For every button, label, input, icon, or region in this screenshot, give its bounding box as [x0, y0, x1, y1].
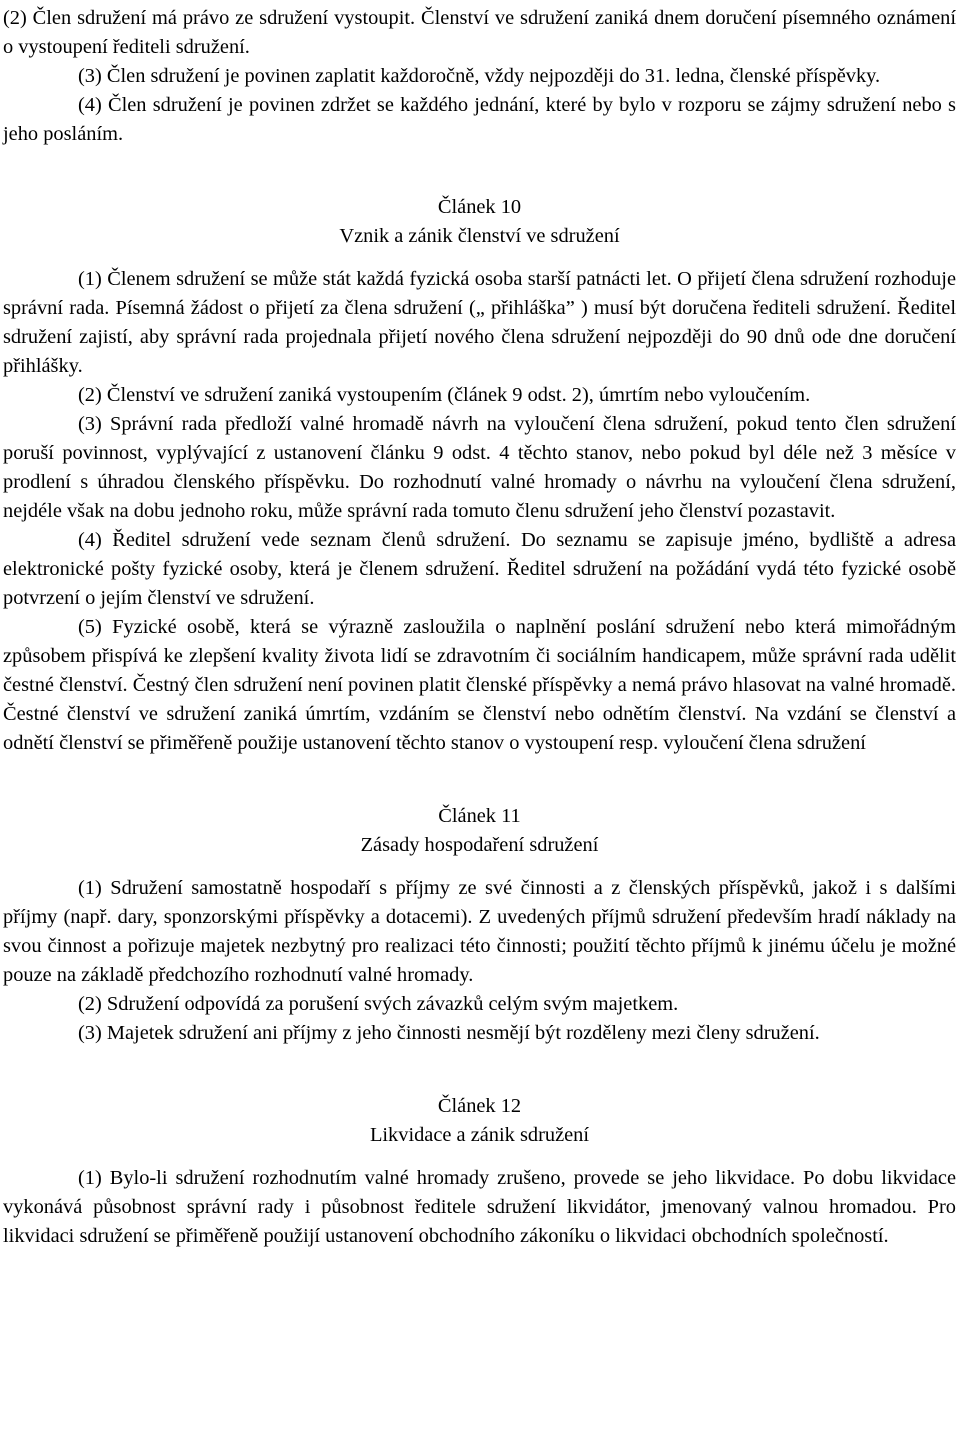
intro-paragraph-2: (2) Člen sdružení má právo ze sdružení vystoupit. Členství ve sdružení zaniká dnem doručení písemného oznámení o vystoupení řediteli sdružení.: [3, 7, 956, 58]
intro-paragraph-4: (4) Člen sdružení je povinen zdržet se každého jednání, které by bylo v rozporu se zájmy sdružení nebo s jeho posláním.: [3, 94, 956, 145]
article-11-paragraph-2: (2) Sdružení odpovídá za porušení svých závazků celým svým majetkem.: [78, 993, 679, 1015]
article-11-title: Zásady hospodaření sdružení: [360, 834, 599, 856]
article-12-paragraph-1: (1) Bylo-li sdružení rozhodnutím valné hromady zrušeno, provede se jeho likvidace. Po dobu likvidace vykonává působnost správní rady i působnost ředitele sdružení likvidátor, jmenovaný valnou hromadou. Pro likvidaci sdružení se přiměřeně použijí ustanovení obchodního zákoníku o likvidaci obchodních společností.: [3, 1167, 956, 1247]
article-11-paragraph-1: (1) Sdružení samostatně hospodaří s příjmy ze své činnosti a z členských příspěvků, jakož i s dalšími příjmy (např. dary, sponzorskými příspěvky a dotacemi). Z uvedených příjmů sdružení především hradí náklady na svou činnost a pořizuje majetek nezbytný pro realizaci této činnosti; použití těchto příjmů k jinému účelu je možné pouze na základě předchozího rozhodnutí valné hromady.: [3, 877, 956, 986]
article-11: [3, 802, 956, 1048]
article-10: [3, 193, 956, 758]
article-10-paragraph-1: (1) Členem sdružení se může stát každá fyzická osoba starší patnácti let. O přijetí člena sdružení rozhoduje správní rada. Písemná žádost o přijetí za člena sdružení („ přihláška” ) musí být doručena řediteli sdružení. Ředitel sdružení zajistí, aby správní rada projednala přijetí nového člena sdružení nejpozději do 90 dnů ode dne doručení přihlášky.: [3, 268, 956, 377]
article-10-title: Vznik a zánik členství ve sdružení: [339, 225, 620, 247]
document-page: [3, 4, 956, 1251]
article-11-number: Článek 11: [438, 805, 521, 827]
article-10-paragraph-4: (4) Ředitel sdružení vede seznam členů sdružení. Do seznamu se zapisuje jméno, bydliště a adresa elektronické pošty fyzické osoby, která je členem sdružení. Ředitel sdružení na požádání vydá této fyzické osobě potvrzení o jejím členství ve sdružení.: [3, 529, 956, 609]
article-12-number: Článek 12: [437, 1095, 522, 1117]
article-10-paragraph-2: (2) Členství ve sdružení zaniká vystoupením (článek 9 odst. 2), úmrtím nebo vyloučením.: [78, 384, 811, 406]
article-10-paragraph-5: (5) Fyzické osobě, která se výrazně zasloužila o naplnění poslání sdružení nebo která mimořádným způsobem přispívá ke zlepšení kvality života lidí se zdravotním či sociálním handicapem, může správní rada udělit čestné členství. Čestný člen sdružení není povinen platit členské příspěvky a nemá právo hlasovat na valné hromadě. Čestné členství ve sdružení zaniká úmrtím, vzdáním se členství nebo odnětím členství. Na vzdání se členství a odnětí členství se přiměřeně použije ustanovení těchto stanov o vystoupení resp. vyloučení člena sdružení: [3, 616, 956, 754]
article-10-paragraph-3: (3) Správní rada předloží valné hromadě návrh na vyloučení člena sdružení, pokud tento člen sdružení poruší povinnost, vyplývající z ustanovení článku 9 odst. 4 těchto stanov, nebo pokud byl déle než 3 měsíce v prodlení s úhradou členského příspěvku. Do rozhodnutí valné hromady o návrhu na vyloučení člena sdružení, nejdéle však na dobu jednoho roku, může správní rada tomuto členu sdružení jeho členství pozastavit.: [3, 413, 956, 522]
article-10-number: Článek 10: [437, 196, 522, 218]
intro-paragraph-3: (3) Člen sdružení je povinen zaplatit každoročně, vždy nejpozději do 31. ledna, členské příspěvky.: [78, 65, 881, 87]
article-11-paragraph-3: (3) Majetek sdružení ani příjmy z jeho činnosti nesmějí být rozděleny mezi členy sdružení.: [78, 1022, 820, 1044]
article-12: [3, 1092, 956, 1251]
article-12-title: Likvidace a zánik sdružení: [369, 1124, 590, 1146]
